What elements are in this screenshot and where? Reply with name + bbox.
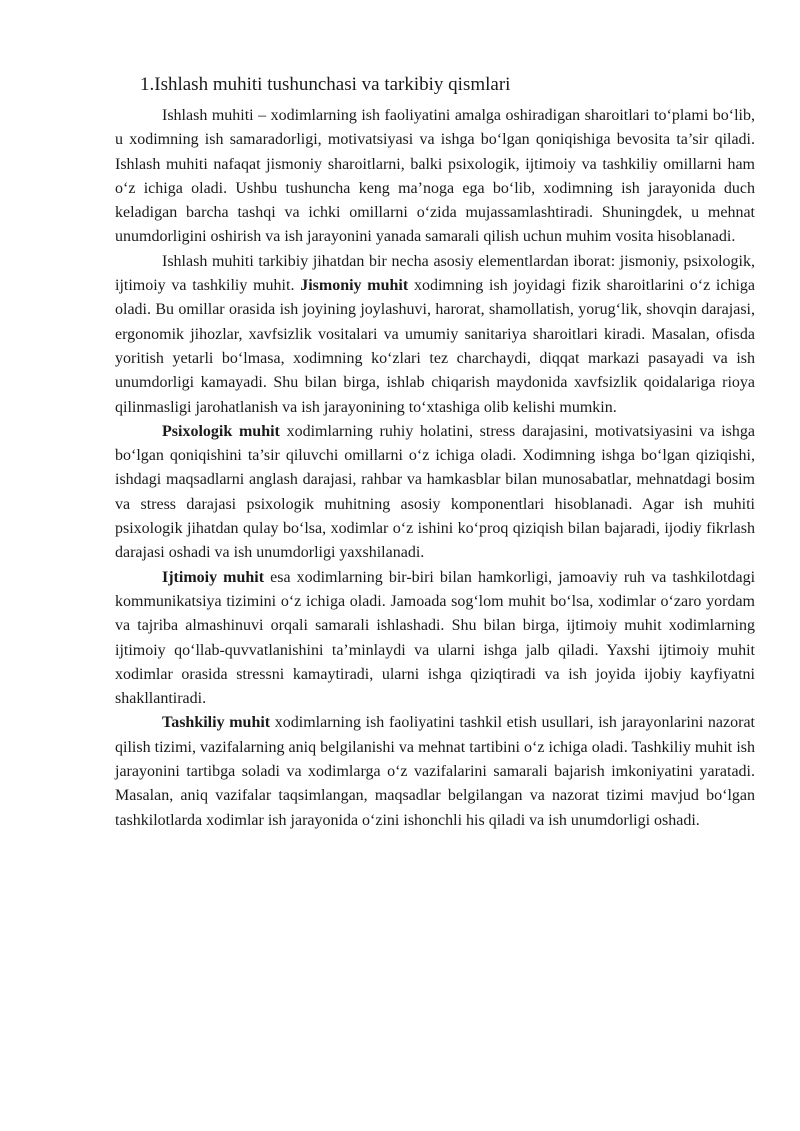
section-heading: 1.Ishlash muhiti tushunchasi va tarkibiy qismlari: [140, 74, 511, 95]
paragraph-physical-environment: [115, 250, 755, 420]
term-social-environment: Ijtimoiy muhit: [162, 568, 265, 586]
paragraph-psychological-environment: [115, 420, 755, 566]
paragraph-social-environment: [115, 566, 755, 712]
paragraph-organizational-environment: [115, 711, 755, 832]
paragraph-organizational-text: xodimlarning ish faoliyatini tashkil etish usullari, ish jarayonlarini nazorat qilish tizimi, vazifalarning aniq belgilanishi va mehnat tartibini o‘z ichiga oladi. Tashkiliy muhit ish jarayonini tartibga soladi va xodimlarga o‘z vazifalarini samarali bajarish imkoniyatini yaratadi. Masalan, aniq vazifalar taqsimlangan, maqsadlar belgilangan va nazorat tizimi mavjud bo‘lgan tashkilotlarda xodimlar ish jarayonida o‘zini ishonchli his qiladi va ish unumdorligi oshadi.: [115, 714, 755, 829]
paragraph-intro-text: Ishlash muhiti tarkibiy jihatdan bir necha asosiy elementlardan iborat: jismoniy, psixologik, ijtimoiy va tashkiliy muhit.: [115, 252, 755, 295]
term-psychological-environment: Psixologik muhit: [162, 422, 280, 440]
term-physical-environment: Jismoniy muhit: [300, 277, 409, 295]
paragraph-definition-text: Ishlash muhiti – xodimlarning ish faoliyatini amalga oshiradigan sharoitlari to‘plami bo‘lib, u xodimning ish samaradorligi, motivatsiyasi va ishga bo‘lgan qoniqishiga bevosita ta’sir qiladi. Ishlash muhiti nafaqat jismoniy sharoitlarni, balki psixologik, ijtimoiy va tashkiliy omillarni ham o‘z ichiga oladi. Ushbu tushuncha keng ma’noga ega bo‘lib, xodimning ish jarayonida duch keladigan barcha tashqi va ichki omillarni o‘zida mujassamlashtiradi. Shuningdek, u mehnat unumdorligini oshirish va ish jarayonini yanada samarali qilish uchun muhim vosita hisoblanadi.: [115, 107, 755, 246]
paragraph-psychological-text: xodimlarning ruhiy holatini, stress darajasini, motivatsiyasini va ishga bo‘lgan qoniqishini ta’sir qiluvchi omillarni o‘z ichiga oladi. Xodimning ishga bo‘lgan qiziqishi, ishdagi maqsadlarni anglash darajasi, rahbar va hamkasblar bilan munosabatlar, mehnatdagi bosim va stress darajasi psixologik muhitning asosiy komponentlari hisoblanadi. Agar ish muhiti psixologik jihatdan qulay bo‘lsa, xodimlar o‘z ishini ko‘proq qiziqish bilan bajaradi, ijodiy fikrlash darajasi oshadi va ish unumdorligi yaxshilanadi.: [115, 422, 756, 562]
paragraph-definition: [115, 104, 755, 250]
document-page: [115, 72, 755, 833]
term-organizational-environment: Tashkiliy muhit: [162, 714, 271, 732]
paragraph-physical-text: xodimning ish joyidagi fizik sharoitlarini o‘z ichiga oladi. Bu omillar orasida ish joyining joylashuvi, harorat, shamollatish, yorug‘lik, shovqin darajasi, ergonomik jihozlar, xavfsizlik vositalari va umumiy sanitariya sharoitlari kiradi. Masalan, ofisda yoritish yetarli bo‘lmasa, xodimning ko‘zlari tez charchaydi, diqqat markazi pasayadi va ish unumdorligi kamayadi. Shu bilan birga, ishlab chiqarish maydonida xavfsizlik qoidalariga rioya qilinmasligi jarohatlanish va ish jarayonining to‘xtashiga olib kelishi mumkin.: [115, 277, 756, 416]
paragraph-social-text: esa xodimlarning bir-biri bilan hamkorligi, jamoaviy ruh va tashkilotdagi kommunikatsiya tizimini o‘z ichiga oladi. Jamoada sog‘lom muhit bo‘lsa, xodimlar o‘zaro yordam va tajriba almashinuvi orqali samarali ishlashadi. Shu bilan birga, ijtimoiy muhit xodimlarning ijtimoiy qo‘llab-quvvatlanishini ta’minlaydi va ularni ishga jalb qiladi. Yaxshi ijtimoiy muhit xodimlar orasida stressni kamaytiradi, ularni ishga qiziqtiradi va ish joyida ijobiy kayfiyatni shakllantiradi.: [115, 568, 756, 708]
